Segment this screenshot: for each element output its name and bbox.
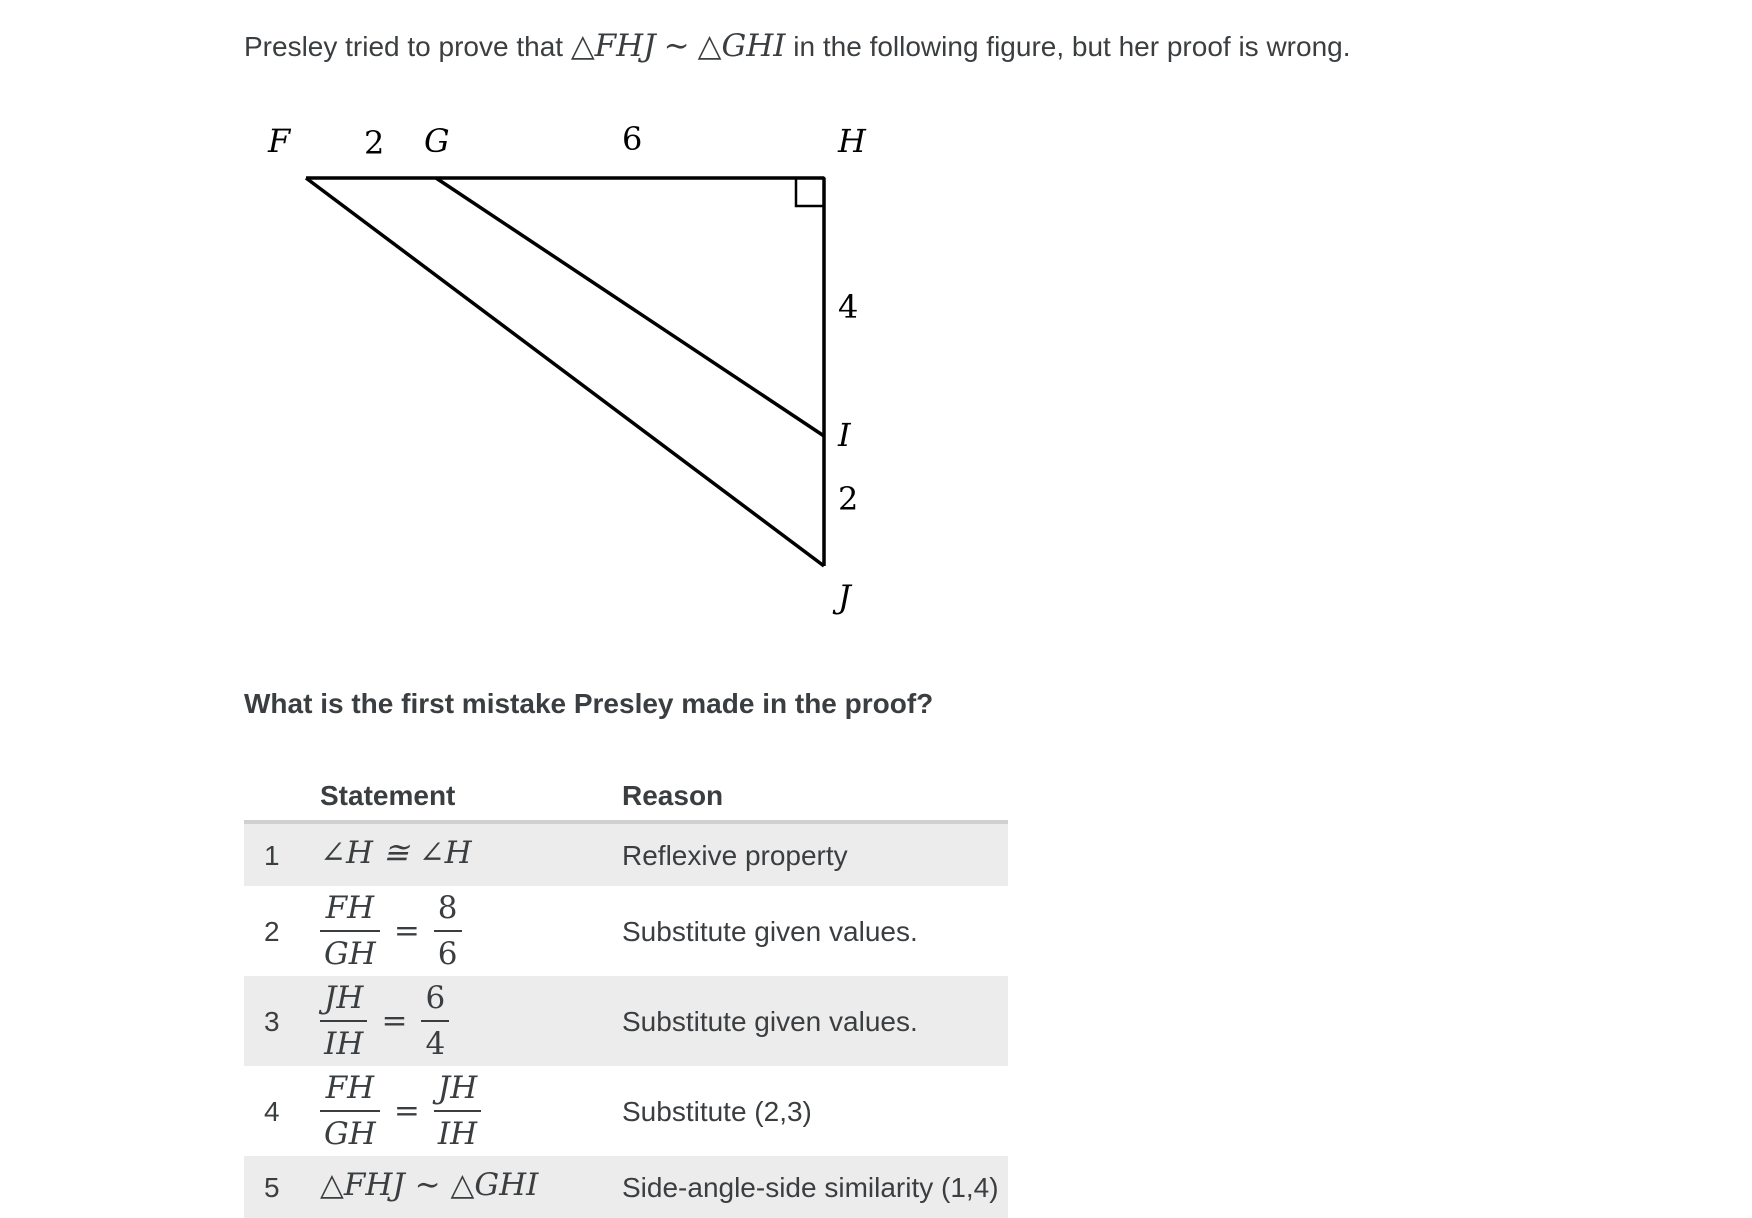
segment-gi bbox=[436, 178, 824, 436]
fraction-6-4 bbox=[421, 976, 449, 1066]
numerator: JH bbox=[434, 1066, 481, 1112]
fraction-jh-ih bbox=[320, 976, 367, 1066]
denominator: GH bbox=[324, 936, 376, 972]
row-number: 5 bbox=[264, 1172, 280, 1203]
proof-row bbox=[244, 886, 1008, 976]
vertex-label-h: H bbox=[838, 122, 866, 160]
header-statement: Statement bbox=[320, 780, 456, 811]
prompt-text-after: in the following figure, but her proof is wrong. bbox=[785, 31, 1351, 62]
right-angle-marker bbox=[796, 178, 824, 206]
prompt-triangle-fhj: △FHJ bbox=[570, 28, 656, 64]
length-label-hi: 4 bbox=[838, 288, 859, 326]
equals-sign: = bbox=[393, 913, 420, 949]
fraction-8-6 bbox=[434, 886, 462, 976]
numerator: FH bbox=[320, 886, 380, 932]
proof-table bbox=[244, 776, 1008, 1218]
fraction-fh-gh bbox=[320, 886, 380, 976]
row-number: 2 bbox=[264, 916, 280, 947]
numerator: JH bbox=[320, 976, 367, 1022]
row-number: 1 bbox=[264, 840, 280, 871]
proof-row bbox=[244, 1066, 1008, 1156]
vertex-label-g: G bbox=[424, 122, 450, 160]
vertex-label-f: F bbox=[268, 122, 291, 160]
fraction-jh-ih bbox=[434, 1066, 481, 1156]
equals-sign: = bbox=[381, 1003, 408, 1039]
denominator: 6 bbox=[437, 936, 458, 972]
denominator: IH bbox=[437, 1116, 478, 1152]
numerator: 6 bbox=[421, 976, 449, 1022]
length-label-ij: 2 bbox=[838, 480, 859, 518]
equals-sign: = bbox=[393, 1093, 420, 1129]
fraction-fh-gh bbox=[320, 1066, 380, 1156]
row-reason: Reflexive property bbox=[622, 840, 848, 871]
row-statement: ∠H ≅ ∠H bbox=[320, 835, 472, 871]
prompt-triangle-ghi: △GHI bbox=[697, 28, 786, 64]
proof-row bbox=[244, 824, 1008, 886]
row-reason: Substitute given values. bbox=[622, 916, 918, 947]
segment-fj bbox=[306, 178, 824, 566]
row-reason: Substitute given values. bbox=[622, 1006, 918, 1037]
proof-row bbox=[244, 1156, 1008, 1218]
proof-row bbox=[244, 976, 1008, 1066]
denominator: 4 bbox=[425, 1026, 446, 1062]
row-reason: Side-angle-side similarity (1,4) bbox=[622, 1172, 999, 1203]
proof-header-row bbox=[244, 776, 1008, 824]
row-statement: △FHJ ∼ △GHI bbox=[320, 1167, 539, 1203]
length-label-gh: 6 bbox=[622, 120, 643, 158]
length-label-fg: 2 bbox=[364, 124, 385, 162]
row-statement bbox=[320, 886, 462, 976]
prompt-text-before: Presley tried to prove that bbox=[244, 31, 571, 62]
vertex-label-i: I bbox=[838, 416, 851, 454]
prompt-similar-symbol: ∼ bbox=[663, 28, 690, 64]
row-number: 4 bbox=[264, 1096, 280, 1127]
numerator: 8 bbox=[434, 886, 462, 932]
row-statement bbox=[320, 1066, 481, 1156]
denominator: GH bbox=[324, 1116, 376, 1152]
header-reason: Reason bbox=[622, 780, 724, 811]
question-text: What is the first mistake Presley made in the proof? bbox=[244, 688, 934, 719]
vertex-label-j: J bbox=[838, 578, 851, 616]
row-statement bbox=[320, 976, 449, 1066]
row-number: 3 bbox=[264, 1006, 280, 1037]
numerator: FH bbox=[320, 1066, 380, 1112]
row-reason: Substitute (2,3) bbox=[622, 1096, 812, 1127]
denominator: IH bbox=[324, 1026, 364, 1062]
